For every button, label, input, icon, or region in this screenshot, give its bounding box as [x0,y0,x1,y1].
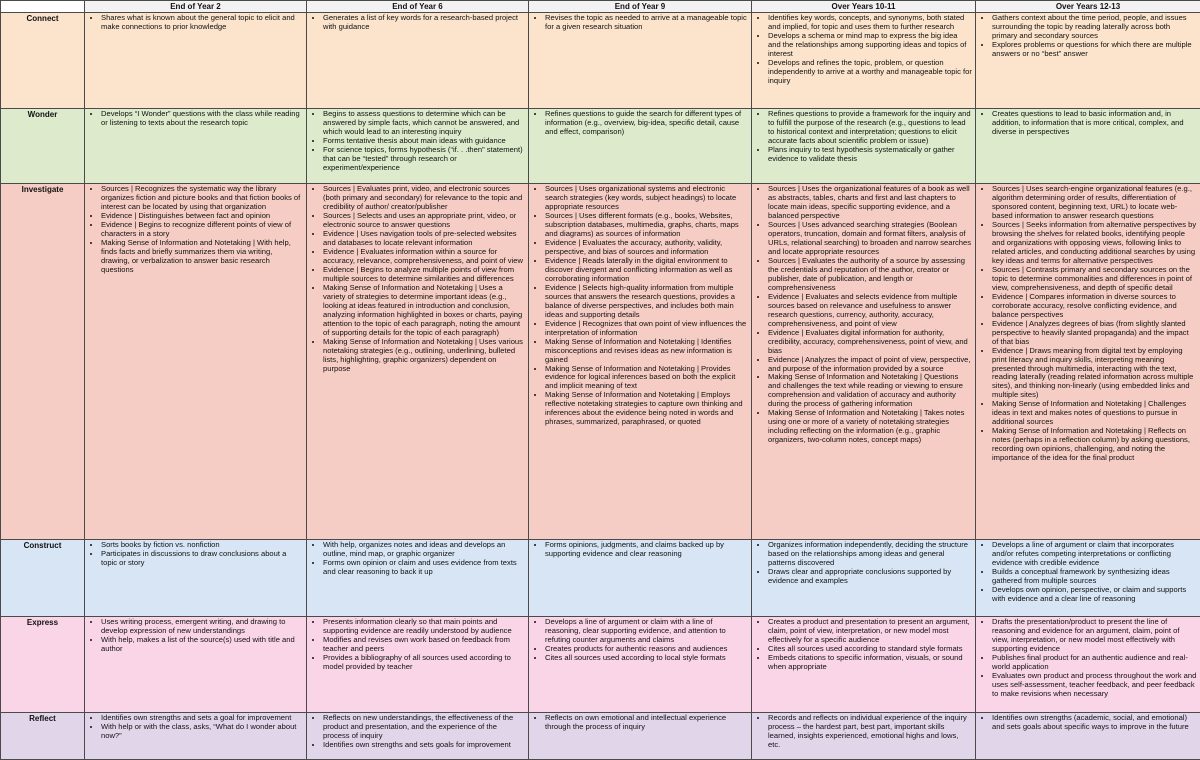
header-end-of-year-2: End of Year 2 [85,1,307,13]
row-label-express: Express [1,617,85,713]
list-item: • Embeds citations to specific information, visuals, or sound when appropriate [768,654,972,672]
list-item: • Develops a line of argument or claim with a line of reasoning, clear supporting evidence, and attention to refuting counter arguments and claims [545,618,748,645]
cell-connect-end-of-year-6 [307,13,529,109]
header-row [1,1,1200,13]
bullet-list [310,714,525,750]
list-item: • Cites all sources used according to local style formats [545,654,748,663]
list-item: • Cites all sources used according to standard style formats [768,645,972,654]
cell-express-end-of-year-9 [529,617,752,713]
header-end-of-year-9: End of Year 9 [529,1,752,13]
list-item: • For science topics, forms hypothesis (“if. . .then” statement) that can be “tested” through research or experiment/experience [323,146,525,173]
bullet-list [88,714,303,741]
cell-express-over-years-12-13 [976,617,1200,713]
bullet-list [310,185,525,373]
list-item: • Evidence | Evaluates digital information for authority, credibility, accuracy, comprehensiveness, point of view, and bias [768,329,972,356]
list-item: • Making Sense of Information and Notetaking | Challenges ideas in text and makes notes of questions to pursue in additional sources [992,400,1197,427]
bullet-list [755,110,972,164]
list-item: • Participates in discussions to draw conclusions about a topic or story [101,550,303,568]
bullet-list [979,14,1197,59]
bullet-list [755,618,972,672]
row-wonder [1,109,1200,184]
cell-investigate-end-of-year-2 [85,184,307,540]
list-item: • Refines questions to guide the search for different types of information (e.g., overview, big-idea, specific detail, cause and effect, comparison) [545,110,748,137]
table-body [1,13,1200,760]
list-item: • Sources | Uses advanced searching strategies (Boolean operators, truncation, domain and format filters, analysis of URLs, relational searching) to broaden and narrow searches and locate appropriate resources [768,221,972,257]
list-item: • Evidence | Begins to recognize different points of view of characters in a story [101,221,303,239]
bullet-list [88,618,303,654]
list-item: • Making Sense of Information and Notetaking | Questions and challenges the text while reading or viewing to ensure comprehension and validation of accuracy and authority during the process of gathering information [768,373,972,409]
list-item: • Evidence | Recognizes that own point of view influences the interpretation of information [545,320,748,338]
list-item: • Making Sense of Information and Notetaking | With help, finds facts and briefly summarizes them via writing, drawing, or verbalization to answer basic research questions [101,239,303,275]
cell-reflect-over-years-12-13 [976,713,1200,760]
cell-connect-end-of-year-9 [529,13,752,109]
list-item: • Evidence | Selects high-quality information from multiple sources that answers the research questions, provides a balance of diverse perspectives, and includes both main ideas and supporting details [545,284,748,320]
list-item: • Plans inquiry to test hypothesis systematically or gather evidence to validate thesis [768,146,972,164]
list-item: • Identifies own strengths and sets goals for improvement [323,741,525,750]
bullet-list [88,541,303,568]
row-label-wonder: Wonder [1,109,85,184]
cell-wonder-end-of-year-9 [529,109,752,184]
list-item: • Making Sense of Information and Notetaking | Reflects on notes (perhaps in a reflection column) by asking questions, recording own opinions, challenging, and noting the importance of the idea for the final product [992,427,1197,463]
bullet-list [88,110,303,128]
list-item: • Sources | Evaluates the authority of a source by assessing the credentials and reputation of the author, creator or publisher, date of publication, and length or comprehensiveness [768,257,972,293]
list-item: • Explores problems or questions for which there are multiple answers or no “best” answer [992,41,1197,59]
list-item: • Identifies own strengths (academic, social, and emotional) and sets goals about specific ways to improve in the future [992,714,1197,732]
list-item: • Evidence | Reads laterally in the digital environment to discover divergent and conflicting information as well as corroborating information [545,257,748,284]
bullet-list [755,14,972,86]
bullet-list [532,110,748,137]
list-item: • Builds a conceptual framework by synthesizing ideas gathered from multiple sources [992,568,1197,586]
list-item: • Reflects on own emotional and intellectual experience through the process of inquiry [545,714,748,732]
cell-construct-end-of-year-6 [307,540,529,617]
list-item: • Publishes final product for an authentic audience and real-world application [992,654,1197,672]
cell-wonder-end-of-year-2 [85,109,307,184]
list-item: • Gathers context about the time period, people, and issues surrounding the topic by reading laterally across both primary and secondary sources [992,14,1197,41]
bullet-list [755,185,972,445]
bullet-list [310,618,525,672]
list-item: • Evidence | Distinguishes between fact and opinion [101,212,303,221]
list-item: • Sources | Uses search-engine organizational features (e.g., algorithm determining order of results, differentiation of sponsored content, beginning text, URL) to locate web-based information to answer research questions [992,185,1197,221]
list-item: • Records and reflects on individual experience of the inquiry process – the hardest part, best part, important skills learned, insights experienced, emotional highs and lows, etc. [768,714,972,750]
cell-connect-end-of-year-2 [85,13,307,109]
list-item: • Evidence | Analyzes degrees of bias (from slightly slanted perspective to heavily slanted propaganda) and the impact of that bias [992,320,1197,347]
list-item: • Making Sense of Information and Notetaking | Provides evidence for logical inferences based on both the explicit and implicit meaning of text [545,365,748,392]
cell-investigate-over-years-10-11 [752,184,976,540]
cell-construct-over-years-12-13 [976,540,1200,617]
list-item: • Making Sense of Information and Notetaking | Takes notes using one or more of a variety of notetaking strategies including reflecting on the information (e.g., graphic organizers, two-column notes, concept maps) [768,409,972,445]
row-express [1,617,1200,713]
bullet-list [979,110,1197,137]
list-item: • Evidence | Draws meaning from digital text by employing print literacy and inquiry skills, interpreting meaning presented through multimedia, interacting with the text, reading laterally (reading related information across multiple sites), and thinking non-linearly (using embedded links and multiple sites) [992,347,1197,401]
list-item: • Develops own opinion, perspective, or claim and supports with evidence and a clear line of reasoning [992,586,1197,604]
bullet-list [88,185,303,275]
cell-wonder-over-years-12-13 [976,109,1200,184]
list-item: • Sources | Recognizes the systematic way the library organizes fiction and picture books and that fiction books of interest can be located by using that organization [101,185,303,212]
bullet-list [532,618,748,663]
cell-express-end-of-year-6 [307,617,529,713]
list-item: • Develops “I Wonder” questions with the class while reading or listening to texts about the research topic [101,110,303,128]
bullet-list [310,14,525,32]
list-item: • Forms own opinion or claim and uses evidence from texts and clear reasoning to back it up [323,559,525,577]
list-item: • Organizes information independently, deciding the structure based on the relationships among ideas and general patterns discovered [768,541,972,568]
bullet-list [310,110,525,173]
list-item: • Making Sense of Information and Notetaking | Uses various notetaking strategies (e.g., outlining, underlining, bulleted lists, highlighting, graphic organizers) dependent on purpose [323,338,525,374]
list-item: • Sources | Seeks information from alternative perspectives by browsing the shelves for related books, identifying people and organizations with opposing views, following links to related articles, and conducting additional searches by using key ideas and terms for alternative perspectives [992,221,1197,266]
list-item: • Identifies key words, concepts, and synonyms, both stated and implied, for topic and uses them to further research [768,14,972,32]
cell-express-end-of-year-2 [85,617,307,713]
list-item: • Identifies own strengths and sets a goal for improvement [101,714,303,723]
bullet-list [979,541,1197,604]
cell-investigate-end-of-year-6 [307,184,529,540]
cell-wonder-over-years-10-11 [752,109,976,184]
bullet-list [88,14,303,32]
list-item: • Evidence | Analyzes the impact of point of view, perspective, and purpose of the information provided by a source [768,356,972,374]
cell-investigate-over-years-12-13 [976,184,1200,540]
list-item: • With help or with the class, asks, “What do I wonder about now?” [101,723,303,741]
bullet-list [532,541,748,559]
bullet-list [532,185,748,427]
list-item: • Creates questions to lead to basic information and, in addition, to information that is more critical, complex, and diverse in perspectives [992,110,1197,137]
list-item: • Refines questions to provide a framework for the inquiry and to fulfill the purpose of the research (e.g., questions to lead to historical context and interpretation; questions to elicit accurate facts about scientific problem or issue) [768,110,972,146]
cell-construct-end-of-year-9 [529,540,752,617]
cell-construct-over-years-10-11 [752,540,976,617]
list-item: • Modifies and revises own work based on feedback from teacher and peers [323,636,525,654]
bullet-list [532,714,748,732]
list-item: • Develops and refines the topic, problem, or question independently to arrive at a worthy and manageable topic for inquiry [768,59,972,86]
list-item: • Creates a product and presentation to present an argument, claim, point of view, interpretation, or new model most effectively for a specific audience [768,618,972,645]
row-connect [1,13,1200,109]
list-item: • Sources | Evaluates print, video, and electronic sources (both primary and secondary) for relevance to the topic and credibility of author/ creator/publisher [323,185,525,212]
list-item: • Forms tentative thesis about main ideas with guidance [323,137,525,146]
list-item: • Provides a bibliography of all sources used according to model provided by teacher [323,654,525,672]
list-item: • Drafts the presentation/product to present the line of reasoning and evidence for an argument, claim, point of view, interpretation, or new model most effectively with supporting evidence [992,618,1197,654]
cell-connect-over-years-12-13 [976,13,1200,109]
bullet-list [310,541,525,577]
list-item: • Evidence | Begins to analyze multiple points of view from multiple sources to determine similarities and differences [323,266,525,284]
list-item: • Creates products for authentic reasons and audiences [545,645,748,654]
cell-reflect-end-of-year-6 [307,713,529,760]
cell-reflect-end-of-year-2 [85,713,307,760]
list-item: • Making Sense of Information and Notetaking | Employs reflective notetaking strategies to capture own thinking and inferences about the evidence being noted in words and phrases, summarized, paraphrased, or quoted [545,391,748,427]
header-corner [1,1,85,13]
list-item: • Evaluates own product and process throughout the work and uses self-assessment, teacher feedback, and peer feedback to make revisions when necessary [992,672,1197,699]
list-item: • Forms opinions, judgments, and claims backed up by supporting evidence and clear reasoning [545,541,748,559]
cell-investigate-end-of-year-9 [529,184,752,540]
list-item: • Sources | Contrasts primary and secondary sources on the topic to determine commonalities and differences in point of view, comprehensiveness, and depth of specific detail [992,266,1197,293]
list-item: • Evidence | Evaluates the accuracy, authority, validity, perspective, and bias of sources and information [545,239,748,257]
list-item: • Sources | Uses the organizational features of a book as well as abstracts, tables, charts and first and last chapters to locate main ideas, specific supporting evidence, and a balanced perspective [768,185,972,221]
list-item: • Sources | Selects and uses an appropriate print, video, or electronic source to answer questions [323,212,525,230]
list-item: • Sources | Uses different formats (e.g., books, Websites, subscription databases, multimedia, graphs, charts, maps and diagrams) as sources of information [545,212,748,239]
row-construct [1,540,1200,617]
list-item: • Making Sense of Information and Notetaking | Uses a variety of strategies to determine important ideas (e.g., looking at ideas featured in introduction and conclusion, analyzing information highlighted in boxes or charts, paying attention to the topic of each paragraph, noting the amount of supporting details for the topic of each paragraph) [323,284,525,338]
list-item: • Shares what is known about the general topic to elicit and make connections to prior knowledge [101,14,303,32]
cell-connect-over-years-10-11 [752,13,976,109]
list-item: • Generates a list of key words for a research-based project with guidance [323,14,525,32]
row-label-reflect: Reflect [1,713,85,760]
list-item: • Revises the topic as needed to arrive at a manageable topic for a given research situation [545,14,748,32]
cell-express-over-years-10-11 [752,617,976,713]
row-reflect [1,713,1200,760]
bullet-list [979,714,1197,732]
list-item: • Uses writing process, emergent writing, and drawing to develop expression of new understandings [101,618,303,636]
list-item: • With help, organizes notes and ideas and develops an outline, mind map, or graphic organizer [323,541,525,559]
list-item: • Evidence | Evaluates information within a source for accuracy, relevance, comprehensiveness, and point of view [323,248,525,266]
row-investigate [1,184,1200,540]
list-item: • Reflects on new understandings, the effectiveness of the product and presentation, and the experience of the process of inquiry [323,714,525,741]
cell-wonder-end-of-year-6 [307,109,529,184]
list-item: • Begins to assess questions to determine which can be answered by simple facts, which cannot be answered, and which would lead to an interesting inquiry [323,110,525,137]
row-label-connect: Connect [1,13,85,109]
bullet-list [979,618,1197,699]
list-item: • Evidence | Evaluates and selects evidence from multiple sources based on relevance and usefulness to answer research questions, currency, authority, accuracy, comprehensiveness, and point of view [768,293,972,329]
list-item: • Presents information clearly so that main points and supporting evidence are readily understood by audience [323,618,525,636]
list-item: • Making Sense of Information and Notetaking | Identifies misconceptions and revises ideas as new information is gained [545,338,748,365]
list-item: • With help, makes a list of the source(s) used with title and author [101,636,303,654]
row-label-investigate: Investigate [1,184,85,540]
list-item: • Evidence | Compares information in diverse sources to corroborate accuracy, resolve conflicting evidence, and balance perspectives [992,293,1197,320]
list-item: • Develops a schema or mind map to express the big idea and the relationships among supporting ideas and topics of interest [768,32,972,59]
list-item: • Sorts books by fiction vs. nonfiction [101,541,303,550]
list-item: • Draws clear and appropriate conclusions supported by evidence and examples [768,568,972,586]
row-label-construct: Construct [1,540,85,617]
cell-reflect-end-of-year-9 [529,713,752,760]
header-end-of-year-6: End of Year 6 [307,1,529,13]
bullet-list [755,714,972,750]
bullet-list [532,14,748,32]
bullet-list [755,541,972,586]
list-item: • Develops a line of argument or claim that incorporates and/or refutes competing interpretations or conflicting evidence with credible evidence [992,541,1197,568]
list-item: • Evidence | Uses navigation tools of pre-selected websites and databases to locate relevant information [323,230,525,248]
cell-reflect-over-years-10-11 [752,713,976,760]
bullet-list [979,185,1197,463]
list-item: • Sources | Uses organizational systems and electronic search strategies (key words, subject headings) to locate appropriate resources [545,185,748,212]
cell-construct-end-of-year-2 [85,540,307,617]
header-over-years-10-11: Over Years 10-11 [752,1,976,13]
header-over-years-12-13: Over Years 12-13 [976,1,1200,13]
